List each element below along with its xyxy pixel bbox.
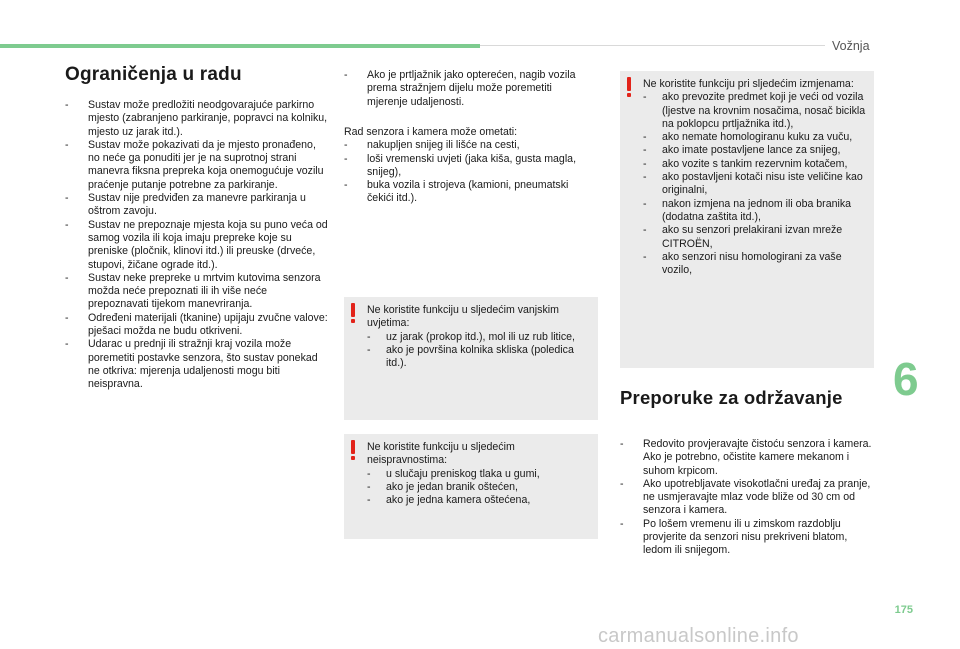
limitations-heading: Ograničenja u radu — [65, 64, 242, 85]
list-item: - ako je jedna kamera oštećena, — [367, 494, 590, 507]
limitations-list — [65, 99, 329, 392]
warning-icon — [349, 440, 357, 460]
list-item: - buka vozila i strojeva (kamioni, pneumatski čekići itd.). — [344, 179, 594, 206]
list-item: - Sustav može pokazivati da je mjesto pronađeno, no neće ga ponuditi jer je na suprotnoj strani manevra fiksna prepreka koja onemogućuje vozilu praćenje putanje potrebne za parkiranje. — [65, 139, 329, 192]
list-item: - uz jarak (prokop itd.), mol ili uz rub litice, — [367, 331, 590, 344]
list-item: - Ako je prtljažnik jako opterećen, nagib vozila prema stražnjem dijelu može poremetiti mjerenje udaljenosti. — [344, 69, 594, 109]
list-item: - ako postavljeni kotači nisu iste veličine kao originalni, — [643, 171, 866, 198]
warning-intro: Ne koristite funkciju u sljedećim neispravnostima: — [367, 441, 515, 467]
list-item: - nakupljen snijeg ili lišće na cesti, — [344, 139, 594, 152]
list-item: - ako je jedan branik oštećen, — [367, 481, 590, 494]
warning-intro: Ne koristite funkciju pri sljedećim izmjenama: — [643, 78, 854, 90]
warning-box-modifications — [620, 71, 874, 368]
warning-box-malfunctions — [344, 434, 598, 539]
list-item: - Udarac u prednji ili stražnji kraj vozila može poremetiti postavke senzora, što sustav ponekad ne otkriva: mjerenja udaljenosti mogu biti neispravna. — [65, 338, 329, 391]
warning-icon — [625, 77, 633, 97]
list-item: - ako prevozite predmet koji je veći od vozila (ljestve na krovnim nosačima, nosač bicikla na poklopcu prtljažnika itd.), — [643, 91, 866, 131]
list-item: - Ako upotrebljavate visokotlačni uređaj za pranje, ne usmjeravajte mlaz vode bliže od 30 cm od senzora i kamera. — [620, 478, 876, 518]
section-title: Vožnja — [832, 39, 870, 53]
list-item: - Sustav može predložiti neodgovarajuće parkirno mjesto (zabranjeno parkiranje, popravci na kolniku, mjesto uz jarak itd.). — [65, 99, 329, 139]
list-item: - u slučaju preniskog tlaka u gumi, — [367, 468, 590, 481]
maintenance-heading: Preporuke za održavanje — [620, 387, 843, 408]
list-item: - ako imate postavljene lance za snijeg, — [643, 144, 866, 157]
list-item: - ako je površina kolnika skliska (poledica itd.). — [367, 344, 590, 371]
watermark-text: carmanualsonline.info — [598, 625, 799, 647]
load-note — [344, 69, 594, 109]
header-rule — [480, 45, 825, 46]
list-item: - ako senzori nisu homologirani za vaše vozilo, — [643, 251, 866, 278]
list-item: - Redovito provjeravajte čistoću senzora i kamera. Ako je potrebno, očistite kamere mekanom i suhom krpicom. — [620, 438, 876, 478]
warning-box-external-conditions — [344, 297, 598, 420]
warning-intro: Ne koristite funkciju u sljedećim vanjskim uvjetima: — [367, 304, 559, 330]
list-item: - Sustav neke prepreke u mrtvim kutovima senzora možda neće prepoznati ili ih više neće prepoznavati tijekom manevriranja. — [65, 272, 329, 312]
list-item: - Sustav ne prepoznaje mjesta koja su puno veća od samog vozila ili koja imaju prepreke koje su preniske (pločnik, klinovi itd.) ili preuske (drveće, stupovi, žičane ograde itd.). — [65, 219, 329, 272]
warning-icon — [349, 303, 357, 323]
interference-block — [344, 126, 594, 206]
header-accent-bar — [0, 44, 480, 48]
list-item: - ako su senzori prelakirani izvan mreže CITROËN, — [643, 224, 866, 251]
list-item: - ako vozite s tankim rezervnim kotačem, — [643, 158, 866, 171]
list-item: - Određeni materijali (tkanine) upijaju zvučne valove: pješaci možda ne budu otkriveni. — [65, 312, 329, 339]
page-number: 175 — [894, 604, 913, 616]
list-item: - loši vremenski uvjeti (jaka kiša, gusta magla, snijeg), — [344, 153, 594, 180]
list-item: - ako nemate homologiranu kuku za vuču, — [643, 131, 866, 144]
list-item: - nakon izmjena na jednom ili oba branika (dodatna zaštita itd.), — [643, 198, 866, 225]
chapter-number: 6 — [893, 353, 919, 405]
list-item: - Sustav nije predviđen za manevre parkiranja u oštrom zavoju. — [65, 192, 329, 219]
maintenance-list — [620, 438, 876, 558]
interference-intro: Rad senzora i kamera može ometati: — [344, 126, 518, 138]
list-item: - Po lošem vremenu ili u zimskom razdoblju provjerite da senzori nisu prekriveni blatom, ledom ili snijegom. — [620, 518, 876, 558]
